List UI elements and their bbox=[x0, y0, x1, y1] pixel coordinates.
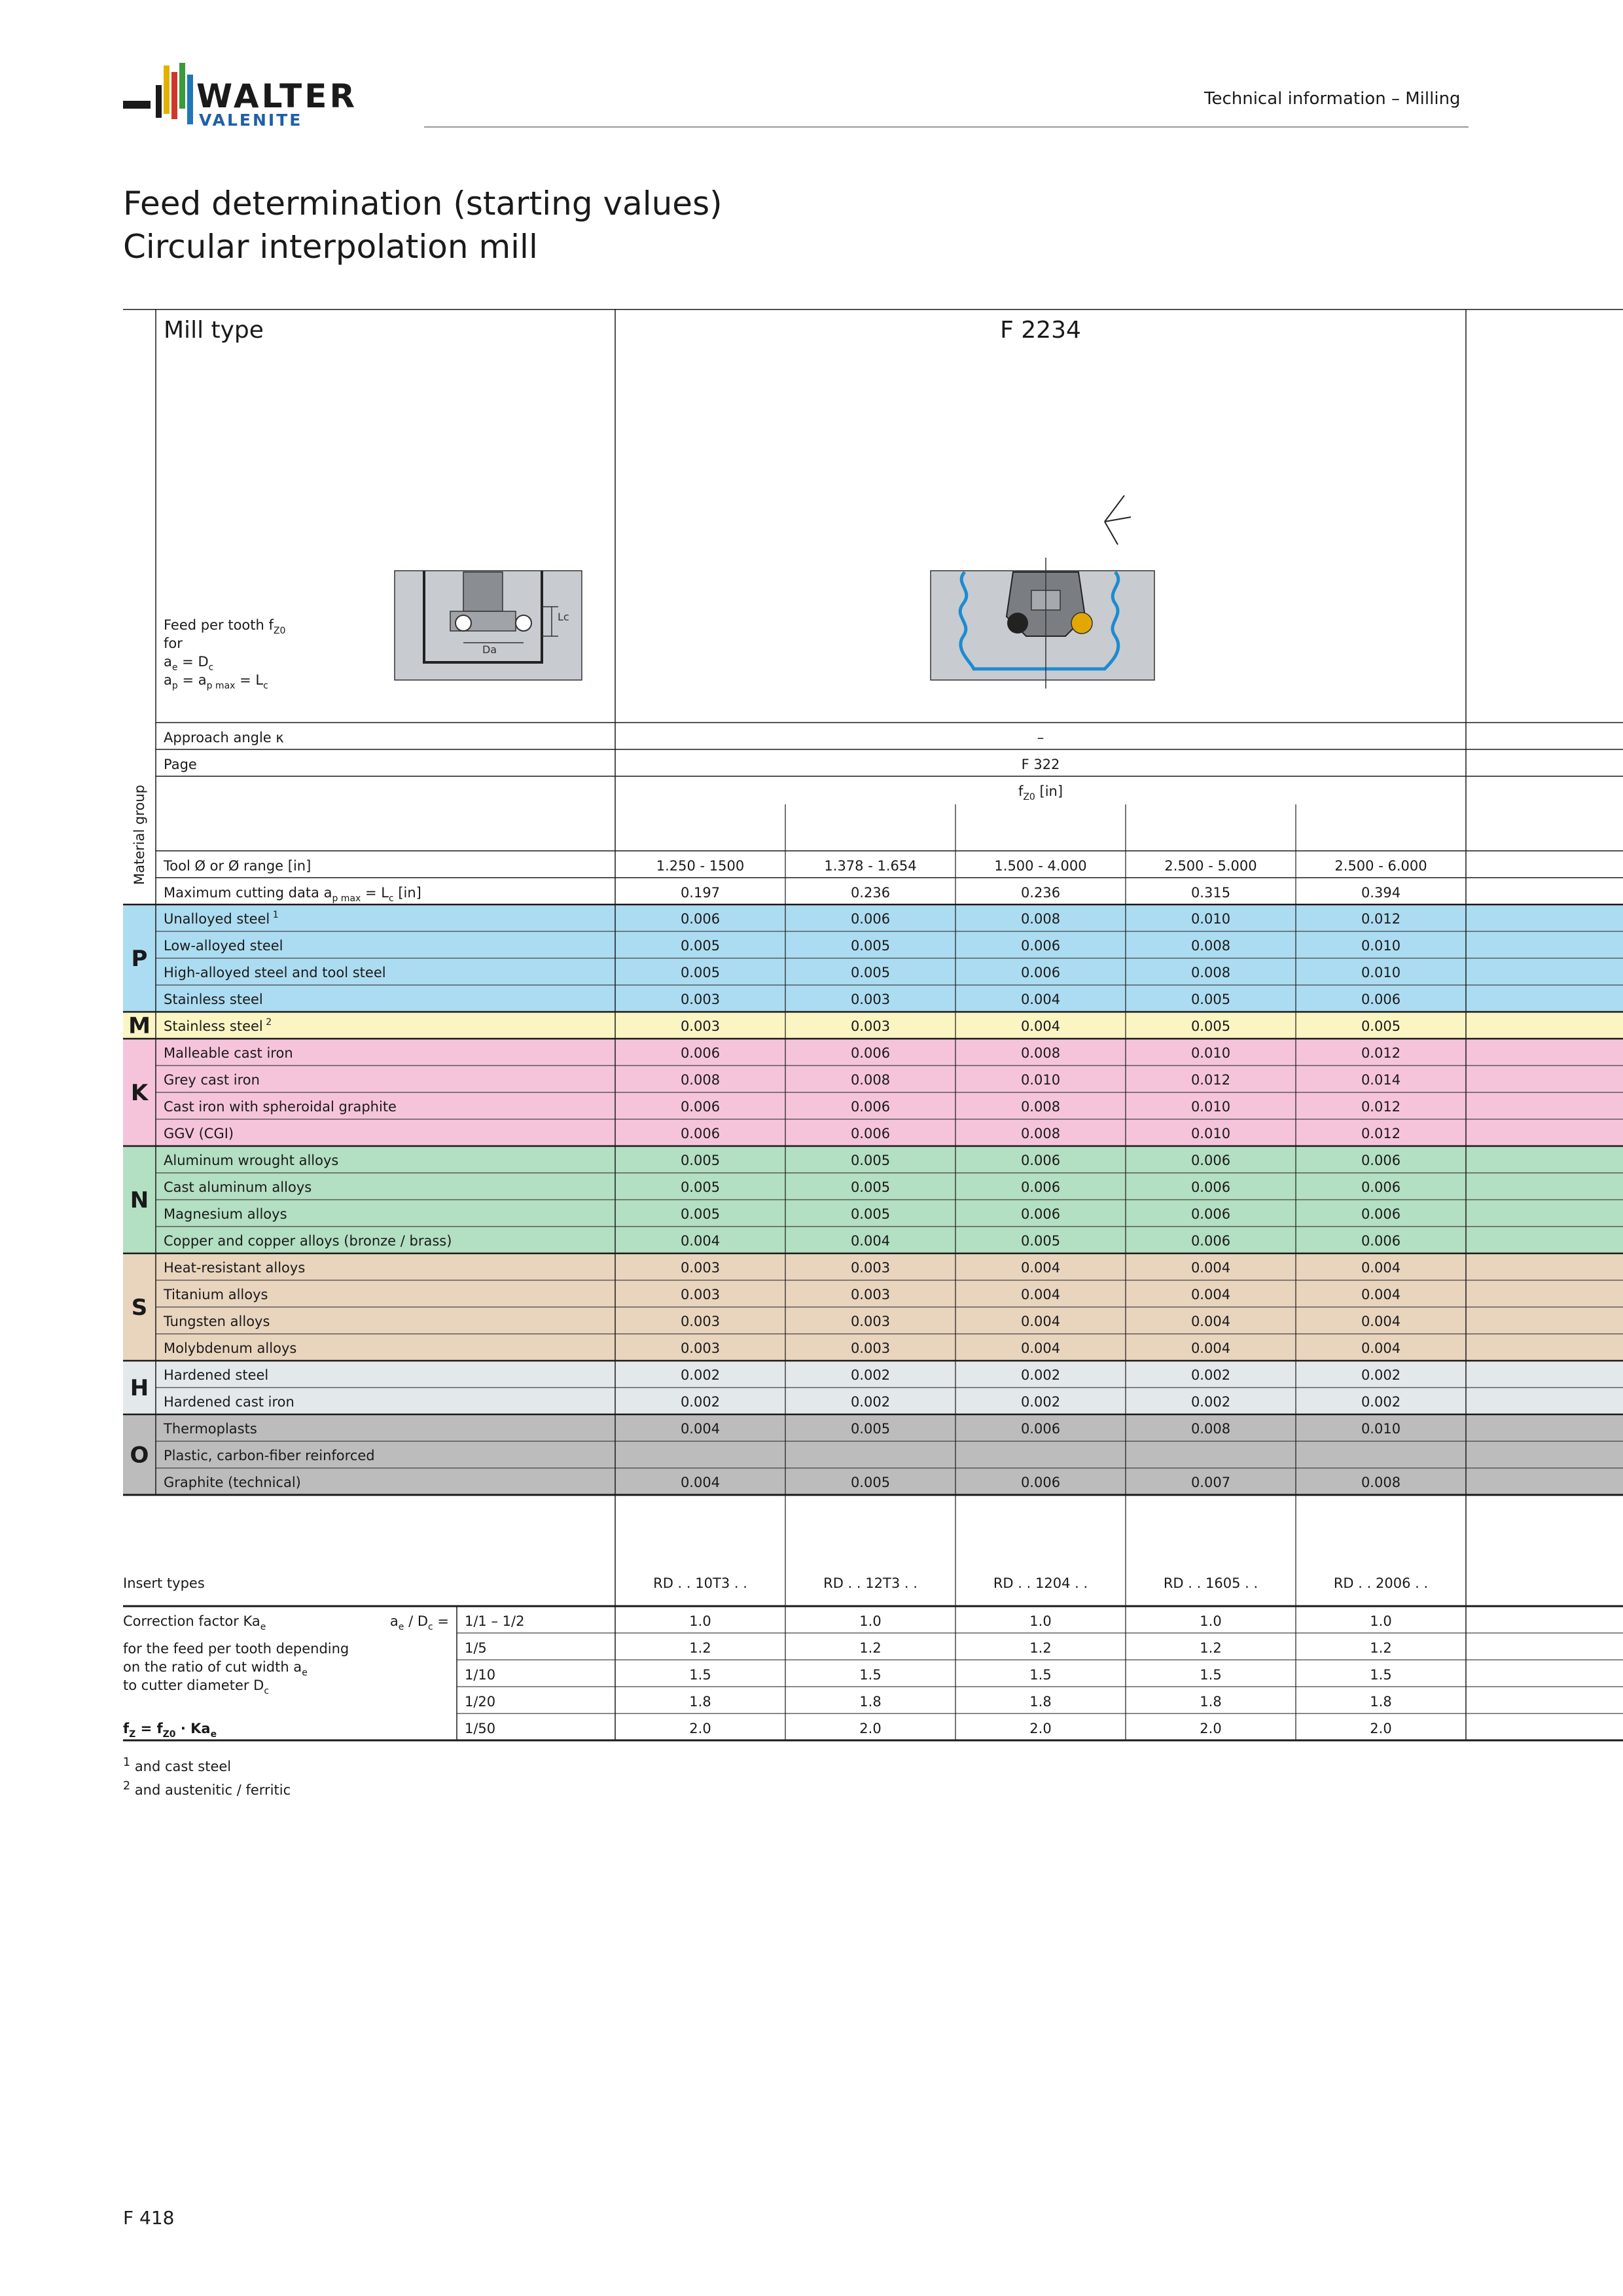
tool-range-value: 2.500 - 5.000 bbox=[1164, 858, 1257, 874]
correction-factor-label: Correction factor $Ka_e$ bbox=[123, 1613, 266, 1632]
tool-range-value: 2.500 - 6.000 bbox=[1334, 858, 1427, 874]
feed-value: 0.004 bbox=[850, 1233, 891, 1249]
feed-per-tooth-label: Feed per tooth $f_{Z0}$ bbox=[164, 617, 286, 636]
correction-value: 1.8 bbox=[859, 1694, 882, 1710]
material-name: GGV (CGI) bbox=[164, 1126, 234, 1141]
material-group-letter: N bbox=[130, 1187, 149, 1213]
feed-value: 0.012 bbox=[1190, 1072, 1231, 1088]
feed-per-tooth-for: for bbox=[164, 636, 183, 651]
feed-value: 0.006 bbox=[1020, 938, 1061, 954]
feed-value: 0.006 bbox=[850, 1126, 891, 1141]
feed-value: 0.012 bbox=[1361, 1045, 1401, 1061]
ratio-value: 1/10 bbox=[465, 1667, 496, 1683]
material-name: Graphite (technical) bbox=[164, 1475, 301, 1490]
feed-diagram bbox=[395, 571, 582, 680]
correction-value: 2.0 bbox=[689, 1721, 711, 1736]
feed-value: 0.003 bbox=[850, 1260, 891, 1276]
material-name: Unalloyed steel $^1$ bbox=[164, 910, 279, 927]
header-rule bbox=[424, 126, 1469, 128]
feed-value: 0.004 bbox=[680, 1233, 721, 1249]
correction-value: 1.2 bbox=[859, 1640, 882, 1656]
material-name: Molybdenum alloys bbox=[164, 1340, 297, 1356]
feed-value: 0.006 bbox=[1020, 965, 1061, 980]
ratio-value: 1/5 bbox=[465, 1640, 487, 1656]
correction-value: 1.0 bbox=[1370, 1613, 1392, 1629]
feed-value: 0.005 bbox=[680, 1153, 721, 1168]
feed-value: 0.010 bbox=[1190, 1126, 1231, 1141]
logo-sub-brand-text: VALENITE bbox=[199, 111, 303, 130]
material-name: Heat-resistant alloys bbox=[164, 1260, 306, 1276]
feed-value: 0.004 bbox=[1020, 1018, 1061, 1034]
correction-value: 1.2 bbox=[1370, 1640, 1392, 1656]
feed-value: 0.004 bbox=[1190, 1287, 1231, 1302]
feed-value: 0.006 bbox=[850, 911, 891, 927]
feed-value: 0.005 bbox=[1361, 1018, 1401, 1034]
ratio-value: 1/20 bbox=[465, 1694, 496, 1710]
correction-value: 1.5 bbox=[1200, 1667, 1222, 1683]
tool-range-value: 1.500 - 4.000 bbox=[994, 858, 1087, 874]
feed-value: 0.006 bbox=[1190, 1153, 1231, 1168]
material-group-letter: P bbox=[131, 946, 148, 972]
material-name: Malleable cast iron bbox=[164, 1045, 293, 1061]
insert-type-value: RD . . 12T3 . . bbox=[823, 1575, 918, 1591]
footnote-2: $^2$ and austenitic / ferritic bbox=[123, 1780, 291, 1798]
material-group-letter: H bbox=[130, 1375, 149, 1401]
material-name: Stainless steel $^2$ bbox=[164, 1017, 272, 1034]
feed-value: 0.008 bbox=[1190, 938, 1231, 954]
feed-value: 0.003 bbox=[850, 1314, 891, 1329]
feed-value: 0.010 bbox=[1020, 1072, 1061, 1088]
material-name: Cast iron with spheroidal graphite bbox=[164, 1099, 397, 1115]
feed-value: 0.006 bbox=[680, 1045, 721, 1061]
insert-type-value: RD . . 1204 . . bbox=[993, 1575, 1088, 1591]
feed-value: 0.006 bbox=[1020, 1421, 1061, 1437]
feed-value: 0.004 bbox=[1020, 1340, 1061, 1356]
mill-type-value: F 2234 bbox=[1000, 317, 1081, 344]
feed-value: 0.003 bbox=[680, 1340, 721, 1356]
material-name: Copper and copper alloys (bronze / brass) bbox=[164, 1233, 452, 1249]
feed-value: 0.004 bbox=[1020, 1260, 1061, 1276]
tool-range-value: 1.378 - 1.654 bbox=[824, 858, 917, 874]
feed-value: 0.006 bbox=[850, 1045, 891, 1061]
correction-value: 1.0 bbox=[689, 1613, 711, 1629]
feed-value: 0.002 bbox=[1361, 1394, 1401, 1410]
mill-type-label: Mill type bbox=[164, 317, 264, 344]
feed-value: 0.003 bbox=[680, 1260, 721, 1276]
feed-value: 0.006 bbox=[850, 1099, 891, 1115]
feed-value: 0.004 bbox=[1190, 1314, 1231, 1329]
feed-value: 0.004 bbox=[1361, 1314, 1401, 1329]
correction-value: 1.8 bbox=[1200, 1694, 1222, 1710]
feed-value: 0.012 bbox=[1361, 911, 1401, 927]
correction-desc-line1: for the feed per tooth depending bbox=[123, 1641, 349, 1657]
ratio-value: 1/1 – 1/2 bbox=[465, 1613, 525, 1629]
feed-value: 0.008 bbox=[1190, 965, 1231, 980]
ap-equals-lc: $a_p = a_{p max} = L_c$ bbox=[164, 672, 268, 691]
material-group-label: Material group bbox=[132, 785, 147, 885]
feed-value: 0.003 bbox=[680, 1018, 721, 1034]
feed-value: 0.012 bbox=[1361, 1099, 1401, 1115]
correction-value: 2.0 bbox=[1200, 1721, 1222, 1736]
feed-value: 0.004 bbox=[1020, 1314, 1061, 1329]
feed-value: 0.005 bbox=[1020, 1233, 1061, 1249]
feed-value: 0.010 bbox=[1190, 1099, 1231, 1115]
page-value: F 322 bbox=[1021, 757, 1060, 772]
feed-value: 0.008 bbox=[1020, 1126, 1061, 1141]
feed-value: 0.006 bbox=[1190, 1206, 1231, 1222]
footnote-1: $^1$ and cast steel bbox=[123, 1756, 232, 1774]
correction-value: 1.8 bbox=[689, 1694, 711, 1710]
ratio-label: $a_e / D_c$ = bbox=[389, 1613, 449, 1632]
correction-value: 1.2 bbox=[689, 1640, 711, 1656]
feed-value: 0.004 bbox=[1361, 1260, 1401, 1276]
feed-value: 0.008 bbox=[1361, 1475, 1401, 1490]
feed-value: 0.005 bbox=[850, 1179, 891, 1195]
page-subtitle: Circular interpolation mill bbox=[123, 228, 538, 266]
feed-value: 0.006 bbox=[1361, 1206, 1401, 1222]
correction-desc-line3: to cutter diameter $D_c$ bbox=[123, 1677, 270, 1696]
feed-value: 0.002 bbox=[680, 1394, 721, 1410]
feed-value: 0.005 bbox=[850, 1206, 891, 1222]
tool-range-value: 1.250 - 1500 bbox=[656, 858, 745, 874]
insert-type-value: RD . . 1605 . . bbox=[1163, 1575, 1258, 1591]
correction-value: 1.0 bbox=[859, 1613, 882, 1629]
logo-brand-text: WALTER bbox=[196, 77, 357, 115]
feed-value: 0.010 bbox=[1361, 965, 1401, 980]
feed-value: 0.006 bbox=[1190, 1233, 1231, 1249]
feed-value: 0.008 bbox=[680, 1072, 721, 1088]
feed-value: 0.006 bbox=[1020, 1475, 1061, 1490]
max-cut-value: 0.236 bbox=[850, 885, 891, 901]
feed-value: 0.005 bbox=[1190, 992, 1231, 1007]
material-name: Titanium alloys bbox=[164, 1287, 268, 1302]
feed-value: 0.003 bbox=[680, 992, 721, 1007]
ratio-value: 1/50 bbox=[465, 1721, 496, 1736]
correction-value: 1.5 bbox=[689, 1667, 711, 1683]
correction-value: 1.5 bbox=[1370, 1667, 1392, 1683]
material-name: Magnesium alloys bbox=[164, 1206, 287, 1222]
feed-value: 0.006 bbox=[680, 1126, 721, 1141]
feed-value: 0.005 bbox=[850, 938, 891, 954]
feed-value: 0.005 bbox=[850, 1153, 891, 1168]
feed-value: 0.005 bbox=[850, 1421, 891, 1437]
page-title: Feed determination (starting values) bbox=[123, 185, 722, 223]
approach-angle-value: – bbox=[1037, 730, 1044, 745]
feed-value: 0.003 bbox=[850, 1340, 891, 1356]
svg-text:Lc: Lc bbox=[558, 611, 569, 623]
feed-value: 0.002 bbox=[850, 1367, 891, 1383]
feed-value: 0.004 bbox=[680, 1475, 721, 1490]
feed-value: 0.005 bbox=[680, 938, 721, 954]
feed-value: 0.004 bbox=[1190, 1260, 1231, 1276]
feed-value: 0.003 bbox=[680, 1287, 721, 1302]
feed-value: 0.002 bbox=[1190, 1394, 1231, 1410]
correction-value: 1.8 bbox=[1370, 1694, 1392, 1710]
feed-value: 0.003 bbox=[850, 1287, 891, 1302]
correction-value: 1.8 bbox=[1029, 1694, 1052, 1710]
feed-value: 0.008 bbox=[1020, 911, 1061, 927]
approach-angle-label: Approach angle κ bbox=[164, 730, 284, 745]
header-section-label: Technical information – Milling bbox=[1204, 89, 1461, 109]
feed-value: 0.006 bbox=[1020, 1179, 1061, 1195]
feed-value: 0.006 bbox=[1361, 1179, 1401, 1195]
feed-value: 0.014 bbox=[1361, 1072, 1401, 1088]
feed-value: 0.006 bbox=[1361, 992, 1401, 1007]
correction-desc-line2: on the ratio of cut width $a_e$ bbox=[123, 1659, 308, 1678]
correction-value: 2.0 bbox=[1029, 1721, 1052, 1736]
material-name: Grey cast iron bbox=[164, 1072, 260, 1088]
svg-text:Da: Da bbox=[482, 643, 497, 656]
insert-types-label: Insert types bbox=[123, 1575, 205, 1591]
material-name: Low-alloyed steel bbox=[164, 938, 283, 954]
correction-formula: $f_Z = f_{Z0} \cdot Ka_e$ bbox=[123, 1721, 217, 1740]
correction-value: 1.0 bbox=[1200, 1613, 1222, 1629]
feed-value: 0.004 bbox=[1361, 1287, 1401, 1302]
material-name: Stainless steel bbox=[164, 992, 263, 1007]
feed-value: 0.002 bbox=[1020, 1367, 1061, 1383]
feed-value: 0.006 bbox=[1361, 1233, 1401, 1249]
feed-value: 0.004 bbox=[680, 1421, 721, 1437]
feed-value: 0.006 bbox=[1020, 1153, 1061, 1168]
correction-value: 2.0 bbox=[859, 1721, 882, 1736]
material-group-letter: O bbox=[130, 1442, 149, 1469]
feed-value: 0.006 bbox=[680, 1099, 721, 1115]
material-group-letter: K bbox=[130, 1080, 149, 1106]
feed-value: 0.005 bbox=[1190, 1018, 1231, 1034]
feed-value: 0.008 bbox=[1020, 1099, 1061, 1115]
material-name: Plastic, carbon-fiber reinforced bbox=[164, 1448, 375, 1463]
feed-value: 0.005 bbox=[680, 1206, 721, 1222]
feed-value: 0.010 bbox=[1190, 911, 1231, 927]
feed-value: 0.003 bbox=[850, 992, 891, 1007]
feed-table bbox=[123, 309, 1623, 1742]
footnotes bbox=[123, 1753, 291, 1800]
material-group-letter: S bbox=[131, 1295, 148, 1321]
feed-value: 0.005 bbox=[680, 965, 721, 980]
feed-value: 0.008 bbox=[850, 1072, 891, 1088]
feed-value: 0.004 bbox=[1190, 1340, 1231, 1356]
feed-value: 0.006 bbox=[680, 911, 721, 927]
material-name: Cast aluminum alloys bbox=[164, 1179, 312, 1195]
feed-value: 0.005 bbox=[850, 1475, 891, 1490]
feed-value: 0.002 bbox=[1020, 1394, 1061, 1410]
material-name: Hardened steel bbox=[164, 1367, 269, 1383]
feed-value: 0.006 bbox=[1190, 1179, 1231, 1195]
feed-value: 0.002 bbox=[680, 1367, 721, 1383]
page-number: F 418 bbox=[123, 2207, 175, 2229]
correction-value: 1.5 bbox=[1029, 1667, 1052, 1683]
insert-type-value: RD . . 2006 . . bbox=[1333, 1575, 1429, 1591]
feed-value: 0.003 bbox=[680, 1314, 721, 1329]
feed-value: 0.002 bbox=[1361, 1367, 1401, 1383]
feed-value: 0.003 bbox=[850, 1018, 891, 1034]
feed-value: 0.010 bbox=[1361, 938, 1401, 954]
material-name: High-alloyed steel and tool steel bbox=[164, 965, 386, 980]
correction-value: 2.0 bbox=[1370, 1721, 1392, 1736]
feed-value: 0.004 bbox=[1361, 1340, 1401, 1356]
feed-value: 0.008 bbox=[1020, 1045, 1061, 1061]
tool-range-label: Tool Ø or Ø range [in] bbox=[164, 858, 312, 874]
feed-value: 0.008 bbox=[1190, 1421, 1231, 1437]
max-cut-value: 0.197 bbox=[680, 885, 721, 901]
correction-value: 1.5 bbox=[859, 1667, 882, 1683]
feed-value: 0.002 bbox=[850, 1394, 891, 1410]
material-name: Hardened cast iron bbox=[164, 1394, 294, 1410]
insert-type-value: RD . . 10T3 . . bbox=[653, 1575, 747, 1591]
ae-equals-dc: $a_e = D_c$ bbox=[164, 654, 214, 673]
walter-valenite-logo bbox=[123, 60, 398, 132]
feed-value: 0.005 bbox=[680, 1179, 721, 1195]
feed-value: 0.007 bbox=[1190, 1475, 1231, 1490]
feed-value: 0.010 bbox=[1190, 1045, 1231, 1061]
max-cut-value: 0.394 bbox=[1361, 885, 1401, 901]
correction-value: 1.0 bbox=[1029, 1613, 1052, 1629]
fz0-unit-label: $f_{Z0}$ [in] bbox=[1018, 783, 1063, 802]
f2234-diagram bbox=[931, 495, 1154, 689]
feed-value: 0.006 bbox=[1020, 1206, 1061, 1222]
feed-value: 0.006 bbox=[1361, 1153, 1401, 1168]
page-label: Page bbox=[164, 757, 197, 772]
material-name: Thermoplasts bbox=[164, 1421, 257, 1437]
feed-value: 0.012 bbox=[1361, 1126, 1401, 1141]
max-cut-value: 0.315 bbox=[1190, 885, 1231, 901]
feed-value: 0.010 bbox=[1361, 1421, 1401, 1437]
max-cut-value: 0.236 bbox=[1020, 885, 1061, 901]
feed-value: 0.004 bbox=[1020, 1287, 1061, 1302]
correction-value: 1.2 bbox=[1029, 1640, 1052, 1656]
correction-value: 1.2 bbox=[1200, 1640, 1222, 1656]
feed-value: 0.005 bbox=[850, 965, 891, 980]
max-cut-label: Maximum cutting data $a_{p max} = L_c$ [in] bbox=[164, 885, 421, 904]
material-name: Aluminum wrought alloys bbox=[164, 1153, 339, 1168]
feed-value: 0.004 bbox=[1020, 992, 1061, 1007]
material-group-letter: M bbox=[128, 1013, 151, 1039]
feed-value: 0.002 bbox=[1190, 1367, 1231, 1383]
material-name: Tungsten alloys bbox=[164, 1314, 270, 1329]
